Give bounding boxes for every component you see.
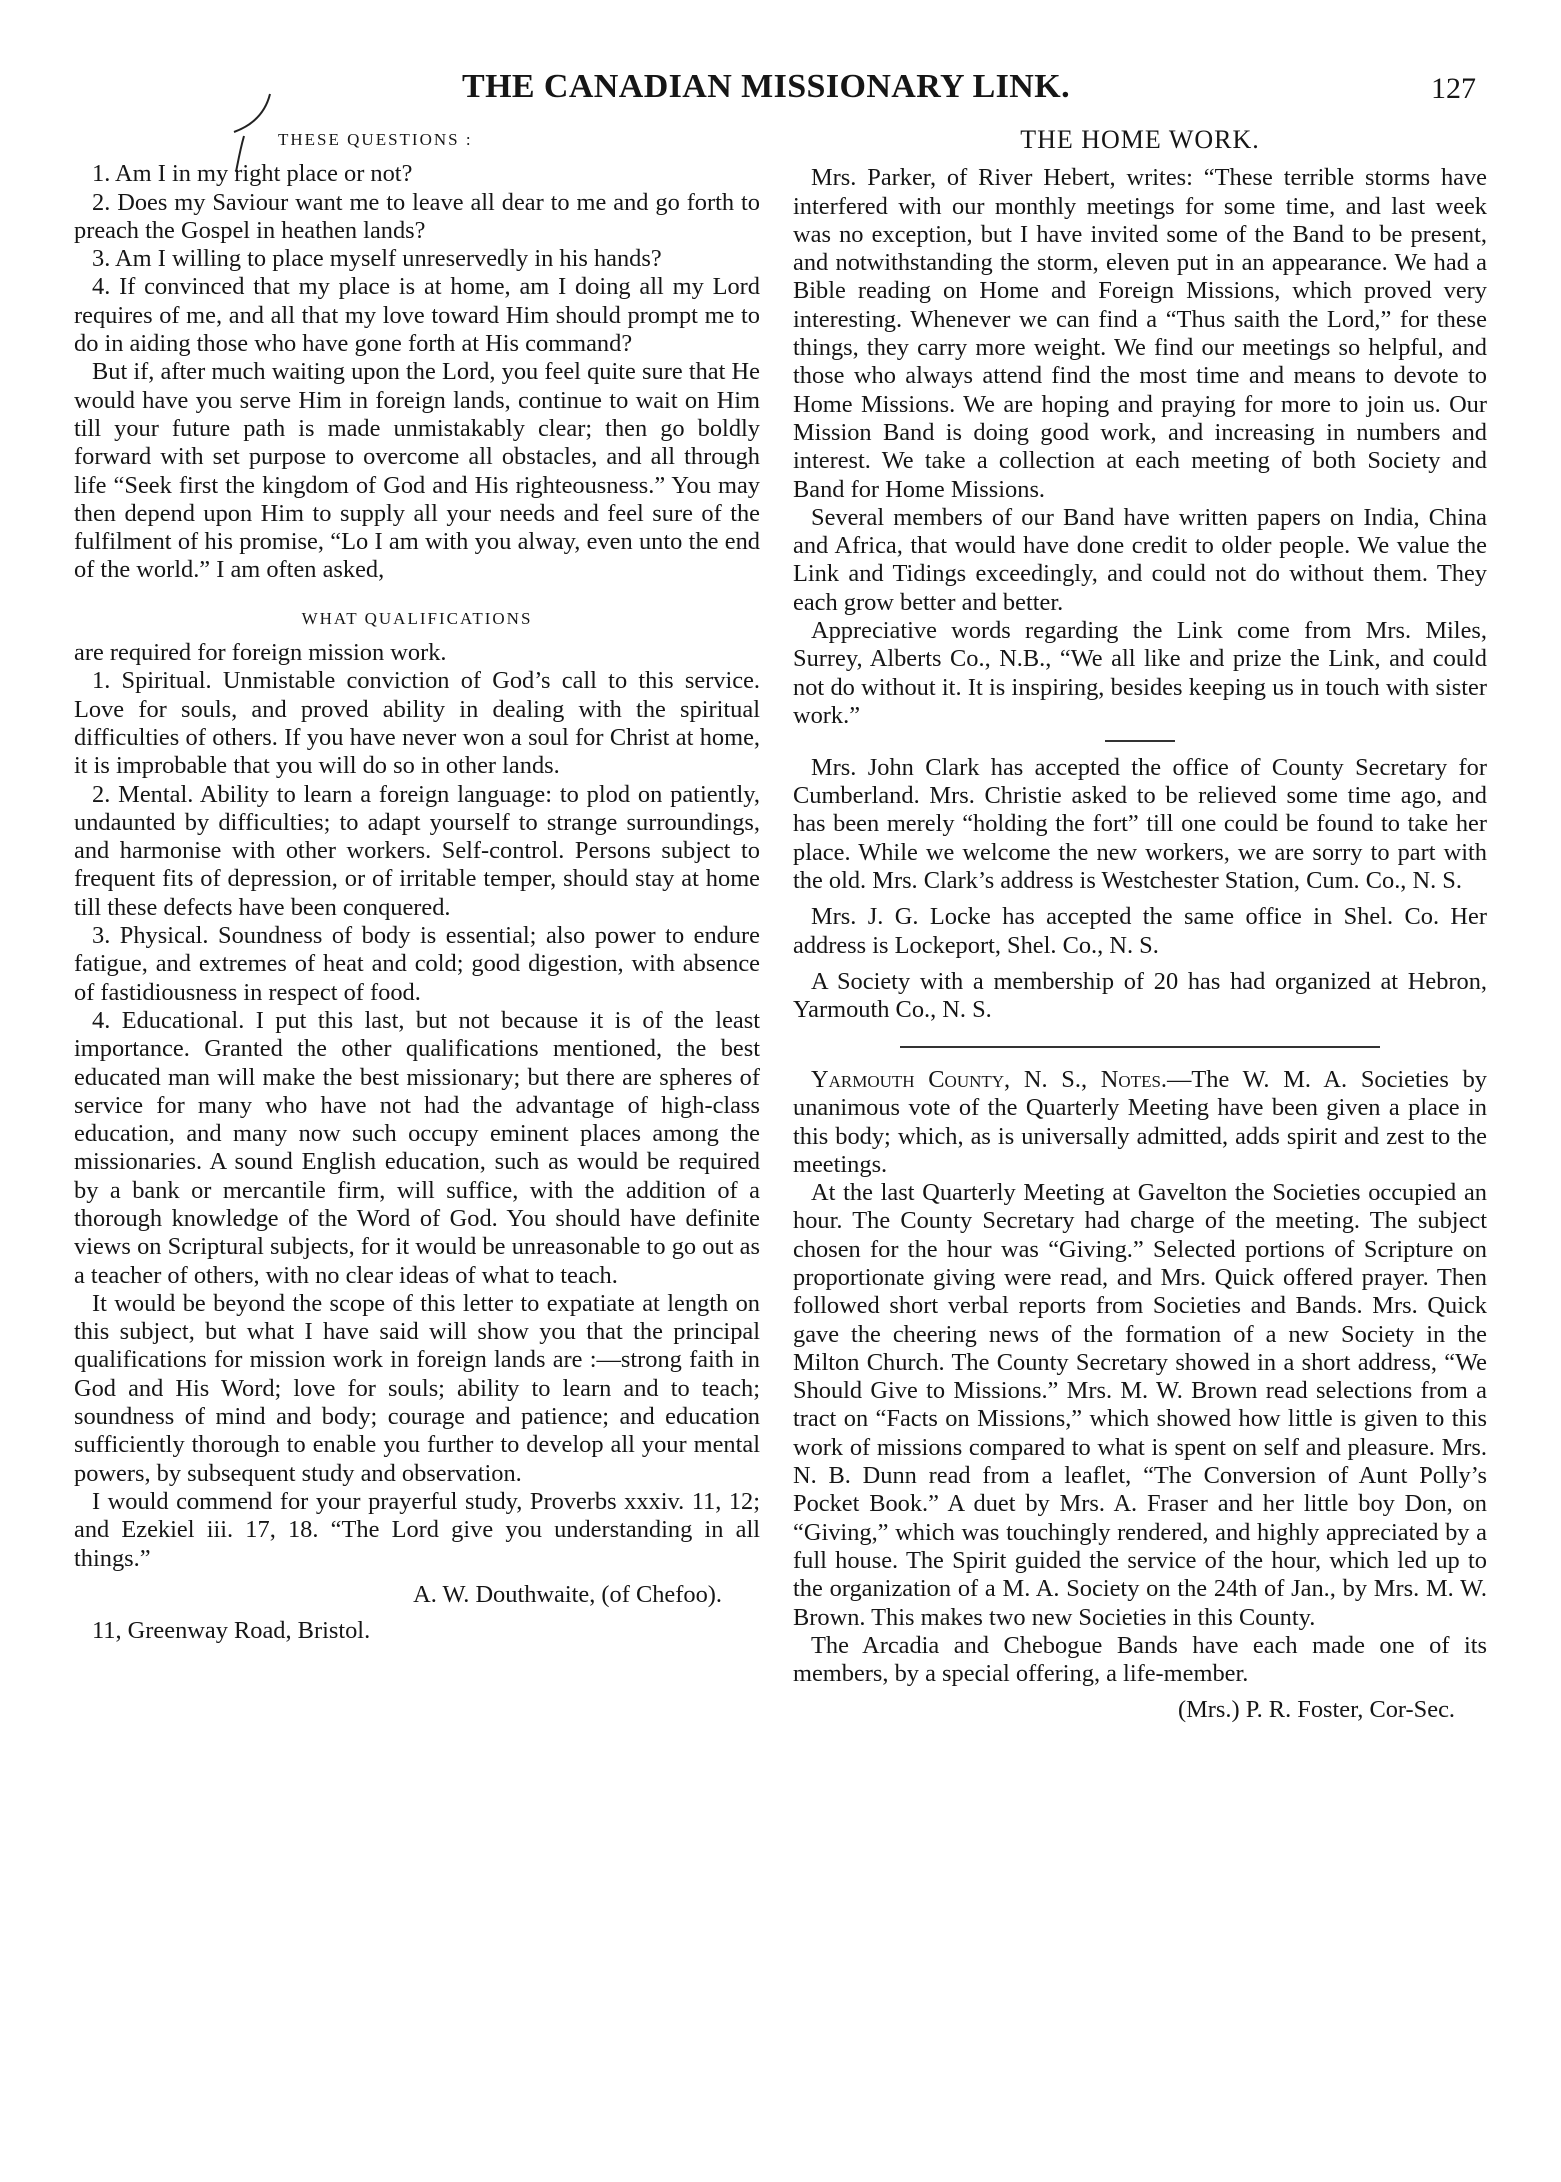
paragraph-physical: 3. Physical. Soundness of body is essential; also power to endure fatigue, and extremes of heat and cold; good digestion, with absence of fastidiousness in respect of food. [74,922,760,1006]
paragraph-locke: Mrs. J. G. Locke has accepted the same office in Shel. Co. Her address is Lockeport, Shel. Co., N. S. [793,903,1487,959]
address-bristol: 11, Greenway Road, Bristol. [92,1617,371,1645]
question-3: 3. Am I willing to place myself unreservedly in his hands? [92,245,662,273]
left-column [74,124,760,1645]
right-column [793,124,1487,1725]
heading-these-questions: THESE QUESTIONS : [278,130,473,149]
paragraph-spiritual: 1. Spiritual. Unmistable conviction of God’s call to this service. Love for souls, and proved ability in dealing with the spiritual difficulties of others. If you have never won a soul for Christ at home, it is improbable that you will do so in other lands. [74,667,760,780]
paragraph-yarmouth-notes [793,1066,1487,1179]
journal-title: THE CANADIAN MISSIONARY LINK. [462,68,1070,105]
signature-foster: (Mrs.) P. R. Foster, Cor-Sec. [1178,1696,1455,1724]
question-4: 4. If convinced that my place is at home, am I doing all my Lord requires of me, and all that my love toward Him should prompt me to do in aiding those who have gone forth at His command? [74,273,760,358]
question-1: 1. Am I in my right place or not? [92,160,413,188]
divider-long [900,1046,1380,1048]
paragraph-but-if: But if, after much waiting upon the Lord, you feel quite sure that He would have you serve Him in foreign lands, continue to wait on Him till your future path is made unmistakably clear; then go boldly forward with set purpose to overcome all obstacles, and all through life “Seek first the kingdom of God and His righteousness.” You may then depend upon Him to supply all your needs and feel sure of the fulfilment of his promise, “Lo I am with you alway, even unto the end of the world.” I am often asked, [74,358,760,584]
yarmouth-body: —The W. M. A. Societies by unanimous vote of the Quarterly Meeting have been given a place in this body; which, as is universally admitted, adds spirit and zest to the meetings. [793,1065,1487,1178]
paragraph-arcadia: The Arcadia and Chebogue Bands have each made one of its members, by a special offering, a life-member. [793,1631,1487,1688]
paragraph-clark: Mrs. John Clark has accepted the office of County Secretary for Cumberland. Mrs. Christie asked to be relieved some time ago, and has been merely “holding the fort” till one could be found to take her place. While we welcome the new workers, we are sorry to part with the old. Mrs. Clark’s address is Westchester Station, Cum. Co., N. S. [793,753,1487,894]
paragraph-required: are required for foreign mission work. [74,639,447,667]
page-number: 127 [1431,72,1476,105]
paragraph-hebron-society: A Society with a membership of 20 has had organized at Hebron, Yarmouth Co., N. S. [793,967,1487,1024]
paragraph-appreciative: Appreciative words regarding the Link come from Mrs. Miles, Surrey, Alberts Co., N.B., “We all like and prize the Link, and could not do without it. It is inspiring, besides keeping us in touch with sister work.” [793,617,1487,729]
question-2: 2. Does my Saviour want me to leave all dear to me and go forth to preach the Gospel in heathen lands? [74,188,760,244]
signature-douthwaite: A. W. Douthwaite, (of Chefoo). [413,1580,722,1608]
heading-what-qualifications: WHAT QUALIFICATIONS [301,608,533,628]
paragraph-mental: 2. Mental. Ability to learn a foreign language: to plod on patiently, undaunted by difficulties; to adapt yourself to strange surroundings, and harmonise with other workers. Self-control. Persons subject to frequent fits of depression, or of irritable temper, should stay at home till these defects have been conquered. [74,780,760,921]
section-title-home-work: THE HOME WORK. [1020,125,1260,154]
paragraph-educational: 4. Educational. I put this last, but not because it is of the least importance. Granted the other qualifications mentioned, the best educated man will make the best missionary; but there are spheres of service for many who have not had the advantage of high-class education, and many now such occupy eminent places among the missionaries. A sound English education, such as would be required by a bank or mercantile firm, will suffice, with the addition of a thorough knowledge of the Word of God. You should have definite views on Scriptural subjects, for it would be unreasonable to go out as a teacher of others, with no clear ideas of what to teach. [74,1006,760,1289]
paragraph-several-members: Several members of our Band have written papers on India, China and Africa, that would have done credit to older people. We value the Link and Tidings exceedingly, and could not do without them. They each grow better and better. [793,503,1487,616]
paragraph-gavelton: At the last Quarterly Meeting at Gavelton the Societies occupied an hour. The County Secretary had charge of the meeting. The subject chosen for the hour was “Giving.” Selected portions of Scripture on proportionate giving were read, and Mrs. Quick offered prayer. Then followed short verbal reports from Societies and Bands. Mrs. Quick gave the cheering news of the formation of a new Society in the Milton Church. The County Secretary showed in a short address, “We Should Give to Missions.” Mrs. M. W. Brown read selections from a tract on “Facts on Missions,” which showed how little is given to this work of missions compared to what is spent on self and pleasure. Mrs. N. B. Dunn read from a leaflet, “The Conversion of Aunt Polly’s Pocket Book.” A duet by Mrs. A. Fraser and her little boy Don, on “Giving,” which was touchingly rendered, and highly appreciated by a full house. The Spirit guided the service of the hour, which led up to the organization of a M. A. Society on the 24th of Jan., by Mrs. M. W. Brown. This makes two new Societies in this County. [793,1179,1487,1631]
yarmouth-lead: Yarmouth County, N. S., Notes. [811,1065,1168,1093]
paragraph-parker: Mrs. Parker, of River Hebert, writes: “These terrible storms have interfered with our monthly meetings for some time, and last week was no exception, but I have invited some of the Band to be present, and notwithstanding the storm, eleven put in an appearance. We had a Bible reading on Home and Foreign Missions, which proved very interesting. Whenever we can find a “Thus saith the Lord,” for these things, they carry more weight. We find our meetings so helpful, and those who always attend find the most time and means to devote to Home Missions. We are hoping and praying for more to join us. Our Mission Band is doing good work, and increasing in numbers and interest. We take a collection at each meeting of both Society and Band for Home Missions. [793,164,1487,503]
paragraph-commend: I would commend for your prayerful study, Proverbs xxxiv. 11, 12; and Ezekiel iii. 17, 18. “The Lord give you understanding in all things.” [74,1487,760,1572]
paragraph-beyond: It would be beyond the scope of this letter to expatiate at length on this subject, but what I have said will show you that the principal qualifications for mission work in foreign lands are :—strong faith in God and His Word; love for souls; ability to learn and to teach; soundness of mind and body; courage and patience; and education sufficiently thorough to enable you further to develop all your mental powers, by subsequent study and observation. [74,1289,760,1487]
divider-short [1105,740,1175,742]
